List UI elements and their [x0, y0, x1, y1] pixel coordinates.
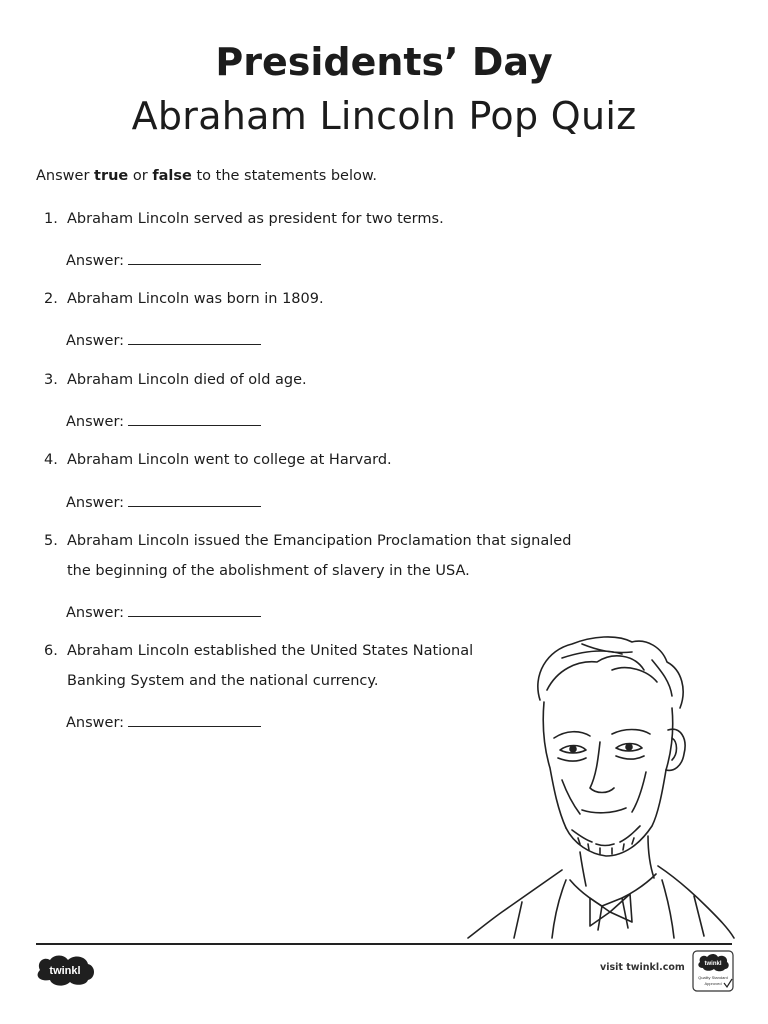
question-text: Abraham Lincoln died of old age.	[67, 372, 307, 388]
badge-line-2: Approved	[704, 981, 722, 986]
quality-standard-badge-icon	[692, 950, 734, 992]
answer-line-1[interactable]	[128, 250, 261, 265]
question-text: Abraham Lincoln served as president for two terms.	[67, 211, 444, 227]
page-subtitle: Abraham Lincoln Pop Quiz	[131, 94, 637, 138]
question-number: 4.	[44, 452, 58, 468]
question-number: 2.	[44, 291, 58, 307]
answer-line-2[interactable]	[128, 330, 261, 345]
abraham-lincoln-portrait-icon	[462, 630, 738, 940]
visit-link[interactable]: visit twinkl.com	[600, 962, 685, 973]
question-number: 3.	[44, 372, 58, 388]
question-text-line-1: Abraham Lincoln established the United States National	[67, 643, 474, 659]
answer-5	[66, 602, 261, 621]
question-text: Abraham Lincoln was born in 1809.	[67, 291, 324, 307]
answer-label: Answer:	[66, 495, 125, 511]
answer-line-4[interactable]	[128, 492, 261, 507]
answer-2	[66, 330, 261, 349]
instructions	[36, 168, 377, 184]
answer-6	[66, 712, 261, 731]
answer-label: Answer:	[66, 605, 125, 621]
instructions-true: true	[94, 168, 129, 184]
question-number: 5.	[44, 533, 58, 549]
answer-4	[66, 492, 261, 511]
answer-label: Answer:	[66, 414, 125, 430]
answer-3	[66, 411, 261, 430]
instructions-prefix: Answer	[36, 168, 95, 184]
footer-divider	[36, 943, 732, 945]
question-number: 6.	[44, 643, 58, 659]
question-text-line-2: the beginning of the abolishment of slavery in the USA.	[67, 563, 470, 579]
badge-line-1: Quality Standard	[698, 975, 728, 980]
answer-line-3[interactable]	[128, 411, 261, 426]
question-text	[67, 526, 587, 586]
badge-brand: twinkl	[704, 961, 722, 967]
question-number: 1.	[44, 211, 58, 227]
instructions-false: false	[152, 168, 192, 184]
answer-line-5[interactable]	[128, 602, 261, 617]
twinkl-logo-icon[interactable]	[34, 952, 96, 988]
logo-text: twinkl	[49, 965, 81, 977]
answer-label: Answer:	[66, 333, 125, 349]
page-title: Presidents’ Day	[215, 40, 553, 84]
answer-line-6[interactable]	[128, 712, 261, 727]
instructions-suffix: to the statements below.	[191, 168, 378, 184]
answer-label: Answer:	[66, 253, 125, 269]
question-text-line-2: Banking System and the national currency.	[67, 673, 379, 689]
answer-1	[66, 250, 261, 269]
question-text: Abraham Lincoln went to college at Harvard.	[67, 452, 392, 468]
answer-label: Answer:	[66, 715, 125, 731]
question-text-line-1: Abraham Lincoln issued the Emancipation Proclamation that signaled	[67, 533, 572, 549]
instructions-middle: or	[128, 168, 153, 184]
